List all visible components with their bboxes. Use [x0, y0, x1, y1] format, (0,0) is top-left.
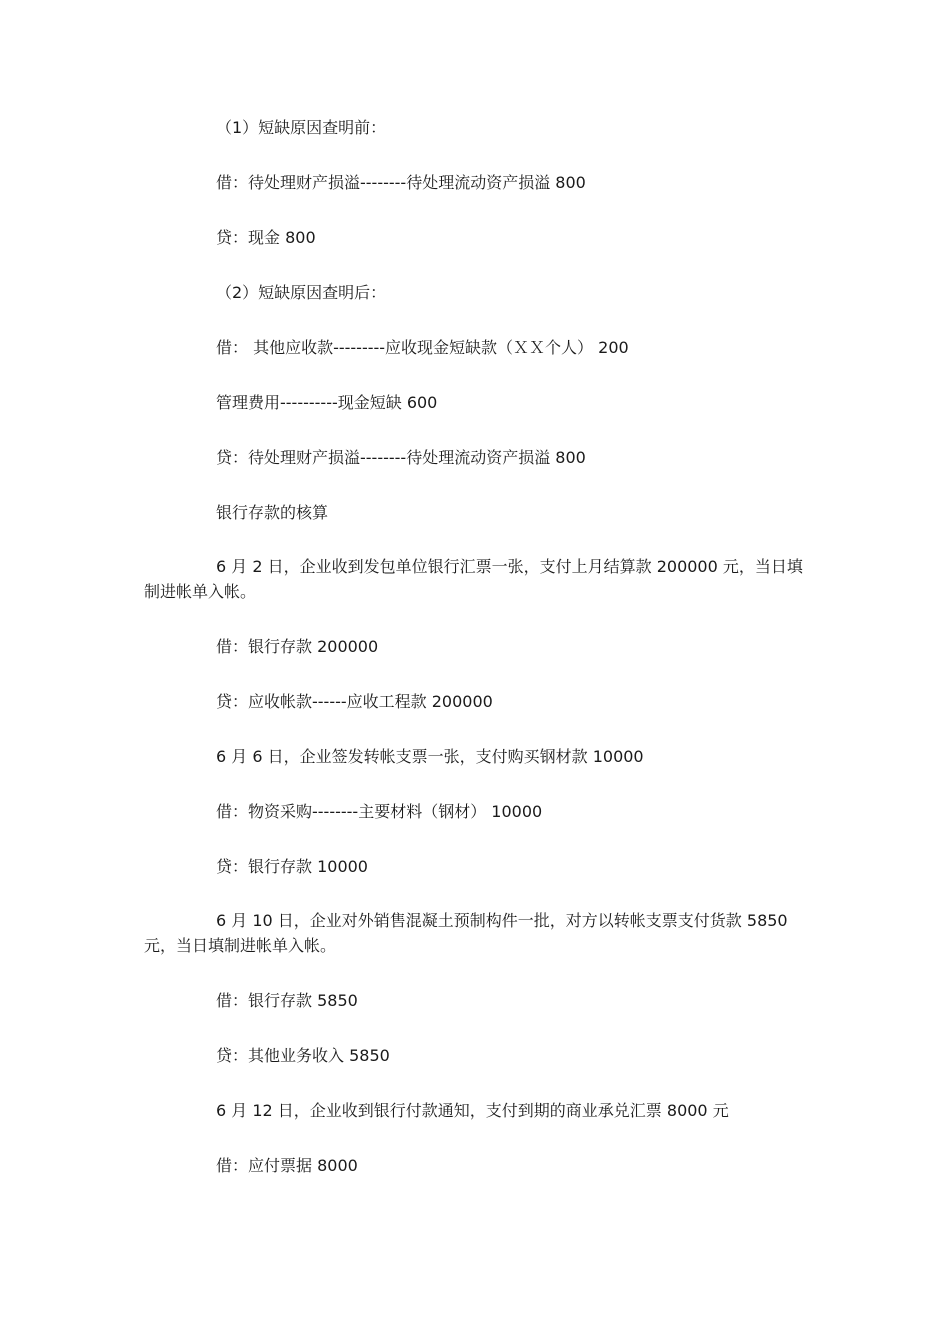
paragraph-june-10: 6 月 10 日，企业对外销售混凝土预制构件一批，对方以转帐支票支付货款 5850 元，当日填制进帐单入帐。	[144, 911, 788, 955]
heading-before-investigation: （1）短缺原因查明前：	[216, 118, 387, 137]
paragraph-june-6: 6 月 6 日，企业签发转帐支票一张，支付购买钢材款 10000	[216, 747, 644, 766]
entry-debit-other-receivables: 借： 其他应收款---------应收现金短缺款（ＸＸ个人） 200	[216, 338, 629, 357]
entry-debit-materials: 借：物资采购--------主要材料（钢材） 10000	[216, 802, 543, 821]
entry-debit-pending-loss: 借：待处理财产损溢--------待处理流动资产损溢 800	[216, 173, 586, 192]
paragraph-june-12: 6 月 12 日，企业收到银行付款通知，支付到期的商业承兑汇票 8000 元	[216, 1101, 729, 1120]
entry-debit-notes-payable: 借：应付票据 8000	[216, 1156, 358, 1175]
entry-credit-pending-loss: 贷：待处理财产损溢--------待处理流动资产损溢 800	[216, 448, 586, 467]
entry-credit-receivable-200000: 贷：应收帐款------应收工程款 200000	[216, 692, 493, 711]
entry-credit-other-income: 贷：其他业务收入 5850	[216, 1046, 390, 1065]
heading-after-investigation: （2）短缺原因查明后：	[216, 283, 387, 302]
entry-debit-bank-200000: 借：银行存款 200000	[216, 637, 379, 656]
entry-credit-cash: 贷：现金 800	[216, 228, 316, 247]
entry-credit-bank-10000: 贷：银行存款 10000	[216, 857, 368, 876]
paragraph-june-2: 6 月 2 日，企业收到发包单位银行汇票一张，支付上月结算款 200000 元，当日填制进帐单入帐。	[144, 557, 803, 601]
entry-admin-expense: 管理费用----------现金短缺 600	[216, 393, 438, 412]
entry-debit-bank-5850: 借：银行存款 5850	[216, 991, 358, 1010]
section-title-bank-deposit: 银行存款的核算	[216, 503, 329, 522]
